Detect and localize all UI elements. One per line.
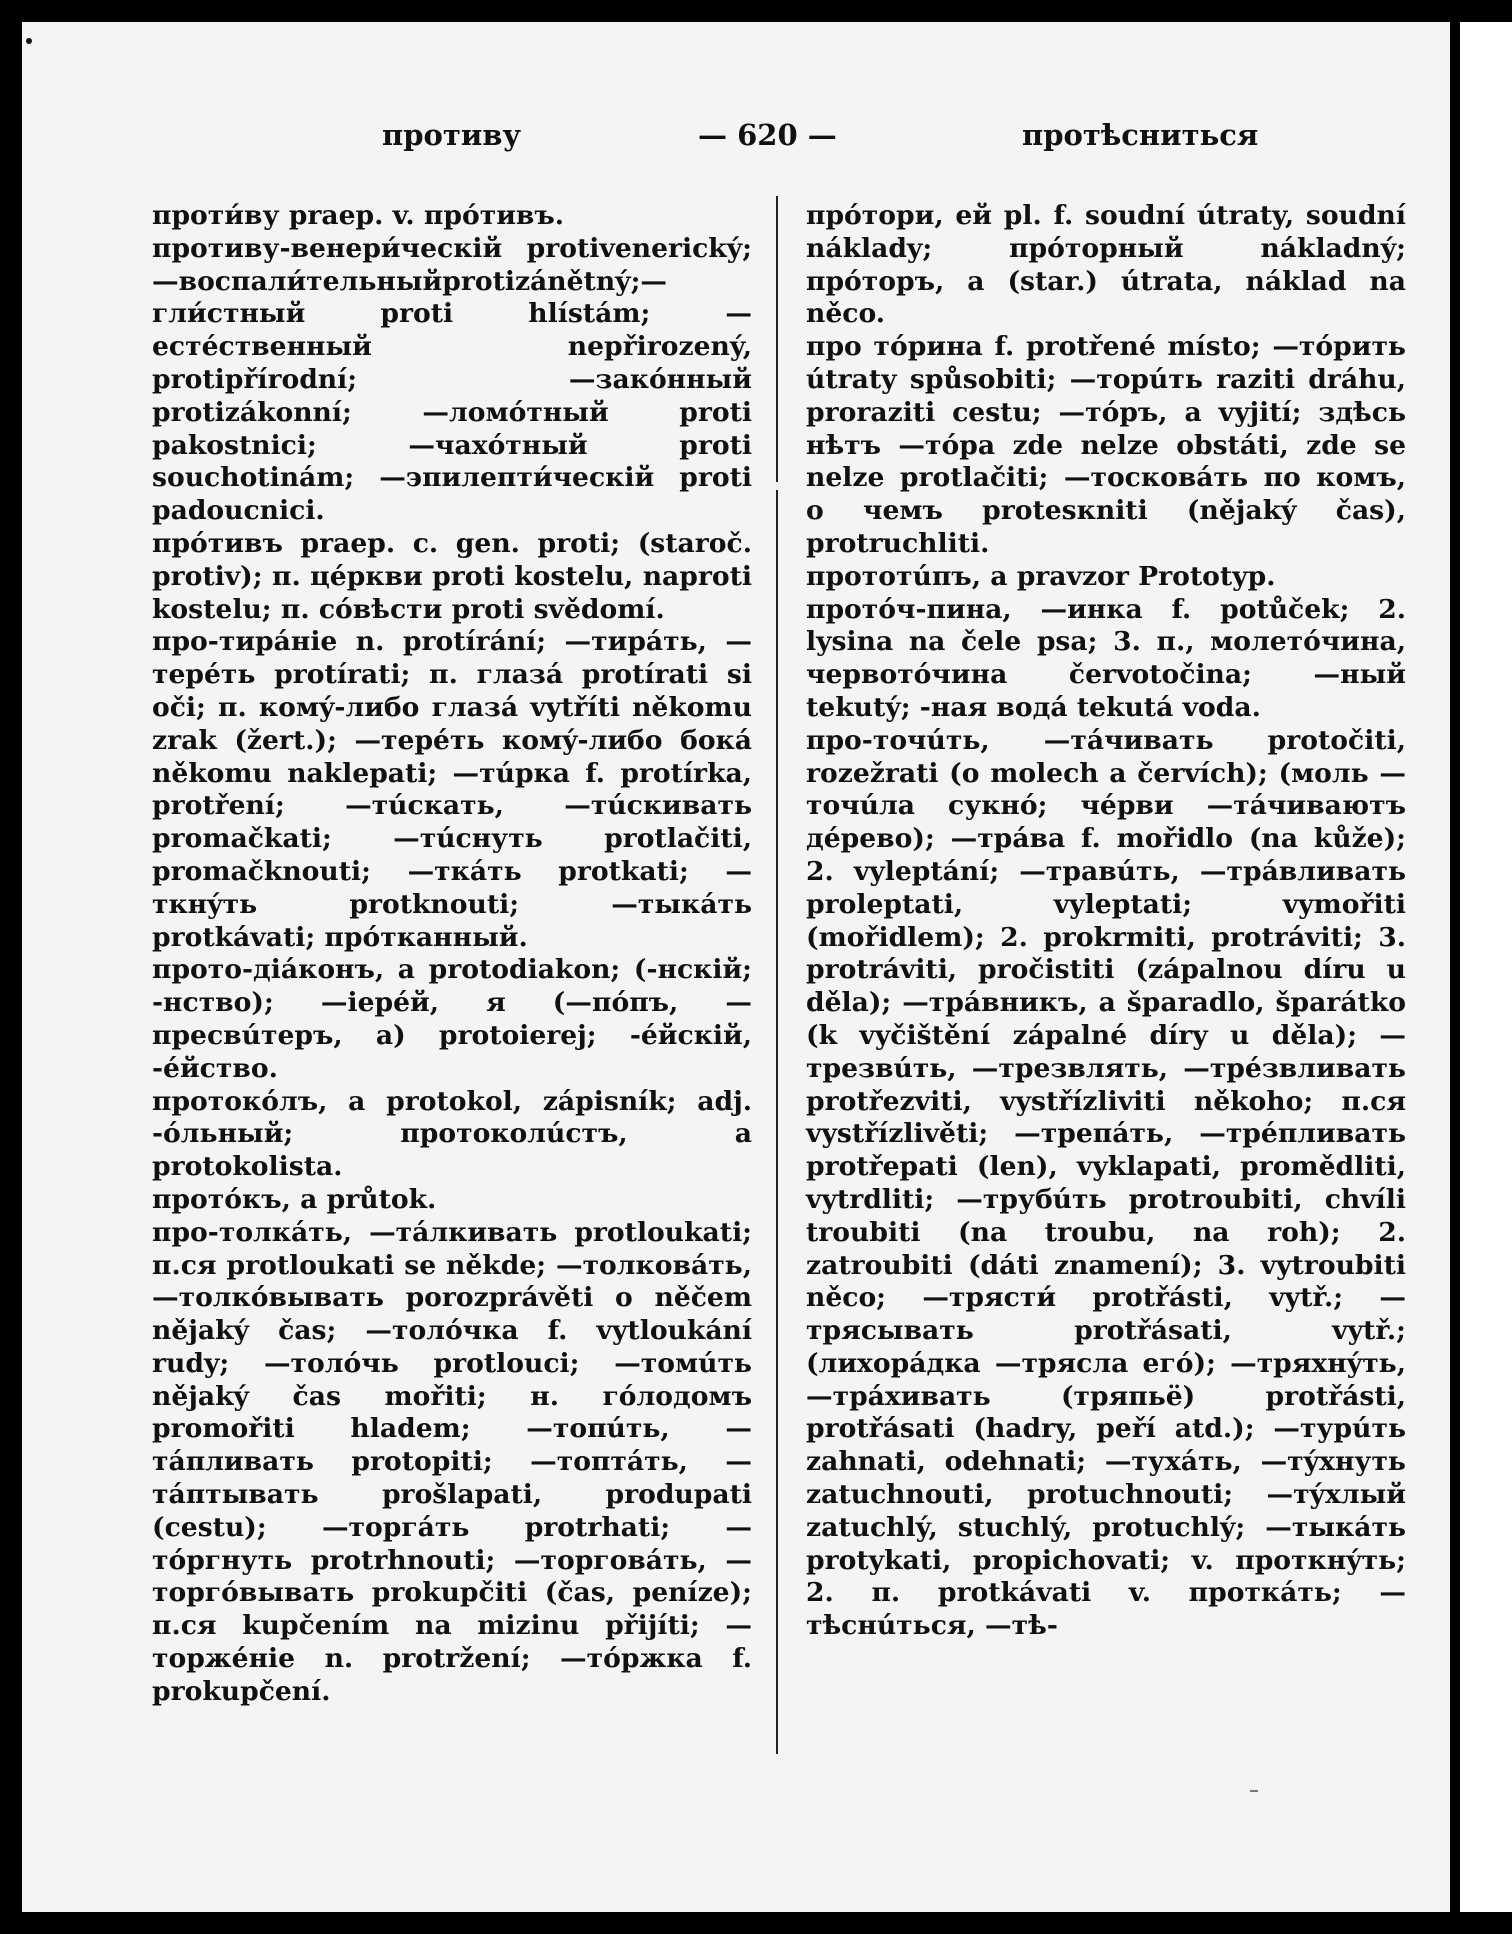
adjacent-page-edge [1460,22,1512,1912]
entry-prototip: прототúпъ, a pravzor Prototyp. [806,560,1276,592]
entry-pro-tiranie: про-тирáніе n. protírání; —тирáть, —терéть protírati; п. глазá protírati si oči; п. комý-либо глазá vytříti někomu zrak (žert.); —терéть комý-либо бокá někomu naklepati; —тúрка f. protírka, protření; —тúскать, —тúскивать promačkati; —тúснуть protlačiti, promačknouti; —ткáть protkati; —ткнýть protknouti; —тыкáть protkávati; прóтканный. [152,626,752,953]
column-divider [776,490,778,1754]
entry-proto-diakon: прото-діáконъ, a protodiakon; (-нскій; -нство); —ieрéй, я (—пóпъ, —пресвúтеръ, a) protoierej; -éйскій, -éйство. [152,954,752,1084]
entry-protivu-venericheskiy: противу-венери́ческій protivenerický; —воспали́тельныйprotizánětný;—гли́стный proti hlístám; —естéственный nepřirozený, protipřírodní; —закóнный protizákonní; —ломóтный proti pakostnici; —чахóтный proti souchotinám; —эпилепти́ческій proti padoucnici. [152,232,752,527]
scan-speck [26,38,32,44]
entry-pro-tolkat: про-толкáть, —тáлкивать protloukati; п.ся protloukati se někde; —толковáть, —толкóвывать porozprávěti o něčem nějaký čas; —толóчка f. vytloukání rudy; —толóчь protlouci; —томúть nějaký čas mořiti; н. гóлодомъ promořiti hladem; —топúть, —тáпливать protopiti; —топтáть, —тáптывать prošlapati, produpati (cestu); —торгáть protrhati; —тóргнуть protrhnouti; —торговáть, —торгóвывать prokupčiti (čas, peníze); п.ся kupčením na mizinu přijíti; —торжéніе n. protržení; —тóржка f. prokupčení. [152,1216,752,1707]
entry-protochina: протóч-пина, —инка f. potůček; 2. lysina na čele psa; 3. п., молетóчина, червотóчина červotočina; —ный tekutý; -ная водá tekutá voda. [806,593,1406,723]
running-head-left: противу [382,118,522,152]
left-column [152,200,752,1709]
entry-pro-tochit: про-точúть, —тáчивать protočiti, rozežrati (o molech a červích); (моль —точúла сукнó; чéрви —тáчиваютъ дéрево); —трáва f. mořidlo (na kůže); 2. vyleptání; —травúть, —трáвливать proleptati, vyleptati; vymořiti (mořidlem); 2. prokrmiti, protráviti; 3. protráviti, pročistiti (zápalnou díru u děla); —трáвникъ, a šparadlo, šparátko (k vyčištění zápalné díry u děla); —трезвúть, —трезвлять, —трéзвливать protřezviti, vystřízliviti někoho; п.ся vystřízlivěti; —трепáть, —трéпливать protřepati (len), vyklapati, promědliti, vytrdliti; —трубúть protroubiti, chvíli troubiti (na troubu, na roh); 2. zatroubiti (dáti znamení); 3. vytroubiti něco; —трясти́ protřásti, vytř.; —трясывать protřásati, vytř.; (лихорáдка —трясла егó); —тряхнýть, —трáхивать (тряпьё) protřásti, protřásati (hadry, peří atd.); —турúть zahnati, odehnati; —тухáть, —тýхнуть zatuchnouti, protuchnouti; —тýхлый zatuchlý, stuchlý, protuchlý; —тыкáть protykati, propichovati; v. проткнýть; 2. п. protkávati v. проткáть; —тѣснúться, —тѣ- [806,724,1406,1642]
entry-protokol: протокóлъ, a protokol, zápisník; adj. -óльный; протоколúстъ, a protokolista. [152,1085,752,1183]
page-number: — 620 — [698,118,837,152]
entry-protok: протóкъ, a průtok. [152,1183,437,1215]
right-column [806,200,1406,1643]
entry-protiv: прóтивъ praep. c. gen. proti; (staroč. protiv); п. цéркви proti kostelu, naproti kostelu; п. сóвѣсти proti svědomí. [152,527,752,625]
column-divider [776,196,778,482]
entry-protivu: проти́ву praep. v. про́тивъ. [152,200,565,231]
scan-mark [1250,1790,1258,1792]
entry-pro-torina: про тóрина f. protřené místo; —тóрить útraty spůsobiti; —торúть raziti dráhu, proraziti cestu; —тóръ, a vyjití; здѣсь нѣтъ —тóра zde nelze obstáti, zde se nelze protlačiti; —тосковáть по комъ, o чемъ protesкniti (nějaký čas), protruchliti. [806,331,1406,559]
running-head-right: протѣсниться [1022,118,1259,152]
entry-protori: прóтори, ей pl. f. soudní útraty, soudní náklady; прóторный nákladný; прóторъ, a (star.) útrata, náklad na něco. [806,200,1406,330]
